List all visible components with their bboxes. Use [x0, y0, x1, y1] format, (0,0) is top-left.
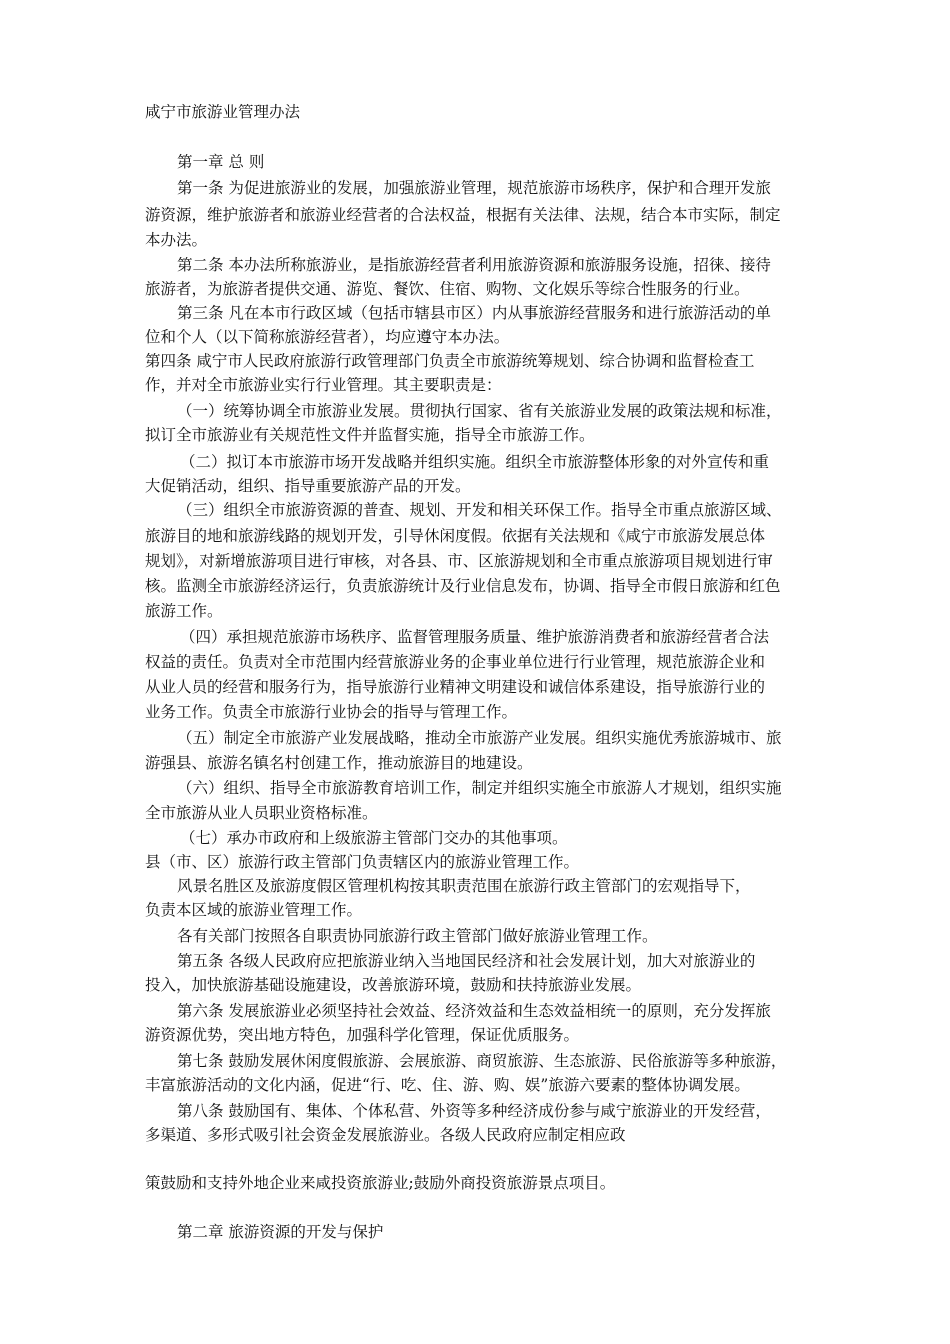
- text-line: （四）承担规范旅游市场秩序、监督管理服务质量、维护旅游消费者和旅游经营者合法: [180, 628, 770, 646]
- text-line: 投入，加快旅游基础设施建设，改善旅游环境，鼓励和扶持旅游业发展。: [145, 976, 642, 994]
- text-line: 县（市、区）旅游行政主管部门负责辖区内的旅游业管理工作。: [145, 853, 580, 871]
- text-line: 权益的责任。负责对全市范围内经营旅游业务的企事业单位进行行业管理，规范旅游企业和: [145, 653, 766, 671]
- text-line: 业务工作。负责全市旅游行业协会的指导与管理工作。: [145, 703, 518, 721]
- text-line: 策鼓励和支持外地企业来咸投资旅游业;鼓励外商投资旅游景点项目。: [145, 1174, 616, 1192]
- text-line: 各有关部门按照各自职责协同旅游行政主管部门做好旅游业管理工作。: [177, 927, 658, 945]
- text-line: 规划》，对新增旅游项目进行审核，对各县、市、区旅游规划和全市重点旅游项目规划进行审: [145, 552, 773, 570]
- text-line: （一）统筹协调全市旅游业发展。贯彻执行国家、省有关旅游业发展的政策法规和标准，: [177, 402, 782, 420]
- text-line: 作，并对全市旅游业实行行业管理。其主要职责是：: [145, 376, 502, 394]
- text-line: 游资源优势，突出地方特色，加强科学化管理，保证优质服务。: [145, 1026, 580, 1044]
- text-line: （三）组织全市旅游资源的普查、规划、开发和相关环保工作。指导全市重点旅游区域、: [177, 501, 782, 519]
- text-line: 旅游目的地和旅游线路的规划开发，引导休闲度假。依据有关法规和《咸宁市旅游发展总体: [145, 527, 766, 545]
- text-line: 旅游工作。: [145, 602, 223, 620]
- text-line: 拟订全市旅游业有关规范性文件并监督实施，指导全市旅游工作。: [145, 426, 595, 444]
- text-line: 第一条 为促进旅游业的发展，加强旅游业管理，规范旅游市场秩序，保护和合理开发旅: [177, 179, 771, 197]
- text-line: 旅游者，为旅游者提供交通、游览、餐饮、住宿、购物、文化娱乐等综合性服务的行业。: [145, 280, 750, 298]
- text-line: 风景名胜区及旅游度假区管理机构按其职责范围在旅游行政主管部门的宏观指导下，: [177, 877, 751, 895]
- text-line: 从业人员的经营和服务行为，指导旅游行业精神文明建设和诚信体系建设，指导旅游行业的: [145, 678, 766, 696]
- text-line: 游强县、旅游名镇名村创建工作，推动旅游目的地建设。: [145, 754, 533, 772]
- text-line: 第七条 鼓励发展休闲度假旅游、会展旅游、商贸旅游、生态旅游、民俗旅游等多种旅游，: [177, 1052, 787, 1070]
- text-line: 负责本区域的旅游业管理工作。: [145, 901, 363, 919]
- document-title: 咸宁市旅游业管理办法: [145, 103, 301, 121]
- text-line: 丰富旅游活动的文化内涵，促进“行、吃、住、游、购、娱”旅游六要素的整体协调发展。: [145, 1076, 750, 1094]
- text-line: 大促销活动，组织、指导重要旅游产品的开发。: [145, 477, 471, 495]
- text-line: （五）制定全市旅游产业发展战略，推动全市旅游产业发展。组织实施优秀旅游城市、旅: [177, 729, 782, 747]
- text-line: 多渠道、多形式吸引社会资金发展旅游业。各级人民政府应制定相应政: [145, 1126, 626, 1144]
- text-line: （二）拟订本市旅游市场开发战略并组织实施。组织全市旅游整体形象的对外宣传和重: [180, 453, 770, 471]
- text-line: （六）组织、指导全市旅游教育培训工作，制定并组织实施全市旅游人才规划，组织实施: [177, 779, 782, 797]
- text-line: 第六条 发展旅游业必须坚持社会效益、经济效益和生态效益相统一的原则，充分发挥旅: [177, 1002, 771, 1020]
- text-line: 游资源，维护旅游者和旅游业经营者的合法权益，根据有关法律、法规，结合本市实际，制定: [145, 206, 781, 224]
- text-line: 位和个人（以下简称旅游经营者），均应遵守本办法。: [145, 328, 510, 346]
- text-line: 第八条 鼓励国有、集体、个体私营、外资等多种经济成份参与咸宁旅游业的开发经营，: [177, 1102, 771, 1120]
- text-line: 本办法。: [145, 231, 208, 249]
- text-line: 第四条 咸宁市人民政府旅游行政管理部门负责全市旅游统筹规划、综合协调和监督检查工: [145, 352, 755, 370]
- text-line: （七）承办市政府和上级旅游主管部门交办的其他事项。: [180, 829, 568, 847]
- text-line: 核。监测全市旅游经济运行，负责旅游统计及行业信息发布，协调、指导全市假日旅游和红色: [145, 577, 781, 595]
- text-line: 第三条 凡在本市行政区域（包括市辖县市区）内从事旅游经营服务和进行旅游活动的单: [177, 304, 771, 322]
- text-line: 全市旅游从业人员职业资格标准。: [145, 804, 378, 822]
- chapter-heading: 第二章 旅游资源的开发与保护: [177, 1223, 384, 1241]
- text-line: 第二条 本办法所称旅游业，是指旅游经营者利用旅游资源和旅游服务设施，招徕、接待: [177, 256, 771, 274]
- chapter-heading: 第一章 总 则: [177, 153, 265, 171]
- text-line: 第五条 各级人民政府应把旅游业纳入当地国民经济和社会发展计划，加大对旅游业的: [177, 952, 756, 970]
